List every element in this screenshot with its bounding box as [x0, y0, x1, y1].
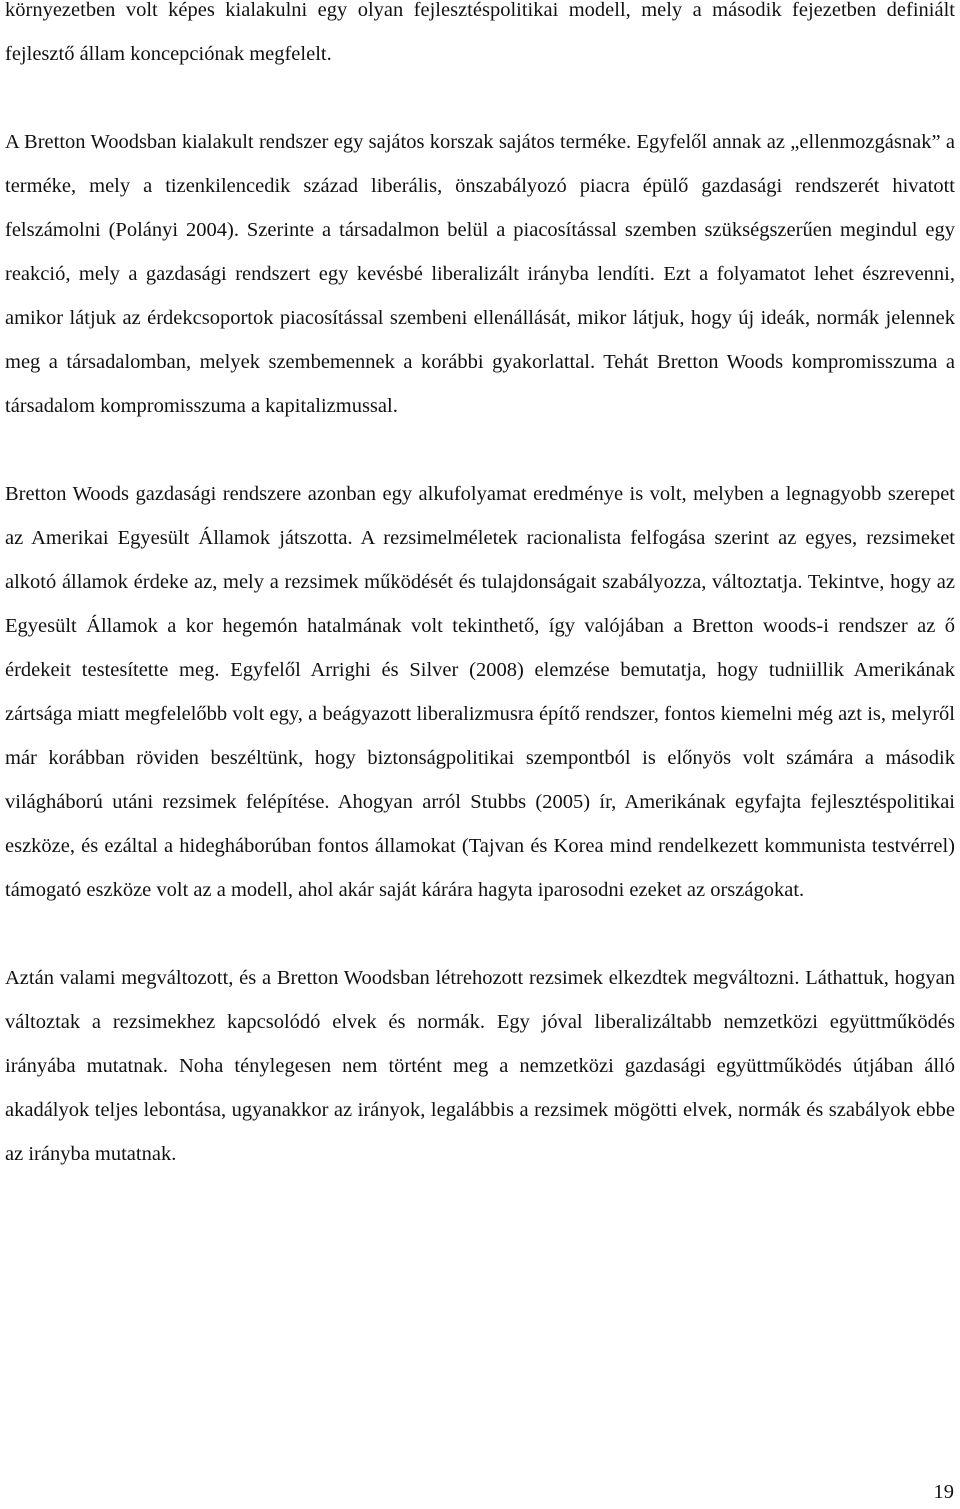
paragraph-4: Aztán valami megváltozott, és a Bretton Woodsban létrehozott rezsimek elkezdtek megváltozni. Láthattuk, hogyan változtak a rezsimekhez kapcsolódó elvek és normák. Egy jóval liberalizáltabb nemzetközi együttműködés irányába mutatnak. Noha ténylegesen nem történt meg a nemzetközi gazdasági együttműködés útjában álló akadályok teljes lebontása, ugyanakkor az irányok, legalábbis a rezsimek mögötti elvek, normák és szabályok ebbe az irányba mutatnak.	[5, 967, 955, 1165]
paragraph-gap	[5, 912, 955, 956]
page-number: 19	[933, 1481, 954, 1503]
paragraph-gap	[5, 76, 955, 120]
paragraph-2: A Bretton Woodsban kialakult rendszer egy sajátos korszak sajátos terméke. Egyfelől annak az „ellenmozgásnak” a terméke, mely a tizenkilencedik század liberális, önszabályozó piacra épülő gazdasági rendszerét hivatott felszámolni (Polányi 2004). Szerinte a társadalmon belül a piacosítással szemben szükségszerűen megindul egy reakció, mely a gazdasági rendszert egy kevésbé liberalizált irányba lendíti. Ezt a folyamatot lehet észrevenni, amikor látjuk az érdekcsoportok piacosítással szembeni ellenállását, mikor látjuk, hogy új ideák, normák jelennek meg a társadalomban, melyek szembemennek a korábbi gyakorlattal. Tehát Bretton Woods kompromisszuma a társadalom kompromisszuma a kapitalizmussal.	[5, 131, 955, 417]
paragraph-3: Bretton Woods gazdasági rendszere azonban egy alkufolyamat eredménye is volt, melyben a legnagyobb szerepet az Amerikai Egyesült Államok játszotta. A rezsimelméletek racionalista felfogása szerint az egyes, rezsimeket alkotó államok érdeke az, mely a rezsimek működését és tulajdonságait szabályozza, változtatja. Tekintve, hogy az Egyesült Államok a kor hegemón hatalmának volt tekinthető, így valójában a Bretton woods-i rendszer az ő érdekeit testesítette meg. Egyfelől Arrighi és Silver (2008) elemzése bemutatja, hogy tudniillik Amerikának zártsága miatt megfelelőbb volt egy, a beágyazott liberalizmusra építő rendszer, fontos kiemelni még azt is, melyről már korábban röviden beszéltünk, hogy biztonságpolitikai szempontból is előnyös volt számára a második világháború utáni rezsimek felépítése. Ahogyan arról Stubbs (2005) ír, Amerikának egyfajta fejlesztéspolitikai eszköze, és ezáltal a hidegháborúban fontos államokat (Tajvan és Korea mind rendelkezett kommunista testvérrel) támogató eszköze volt az a modell, ahol akár saját kárára hagyta iparosodni ezeket az országokat.	[5, 483, 955, 901]
paragraph-1: környezetben volt képes kialakulni egy olyan fejlesztéspolitikai modell, mely a második fejezetben definiált fejlesztő állam koncepciónak megfelelt.	[5, 0, 955, 65]
paragraph-gap	[5, 428, 955, 472]
body-text	[5, 0, 955, 1176]
